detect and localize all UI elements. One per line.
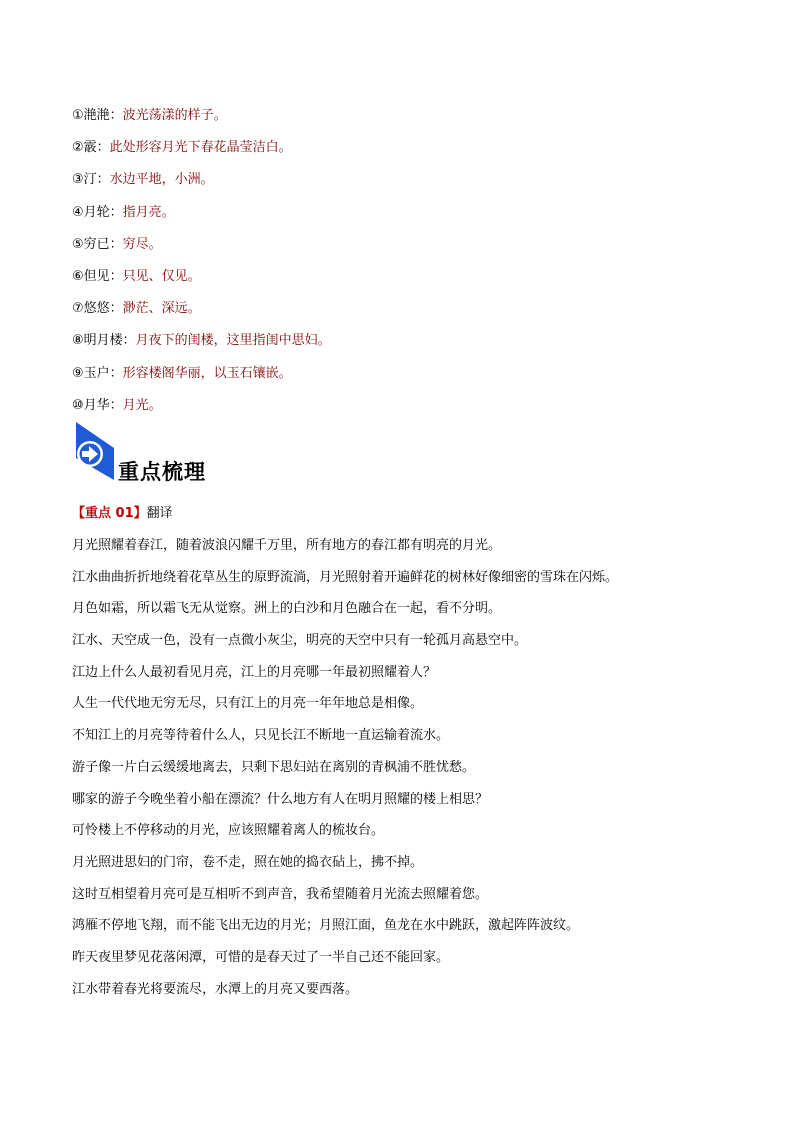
translation-line: 不知江上的月亮等待着什么人，只见长江不断地一直运输着流水。 bbox=[72, 728, 450, 744]
translation-line: 游子像一片白云缓缓地离去，只剩下思妇站在离别的青枫浦不胜忧愁。 bbox=[72, 759, 476, 775]
annotation-definition: 波光荡漾的样子。 bbox=[122, 108, 227, 123]
key-point-tag: 【重点 01】 bbox=[72, 506, 147, 521]
translation-line: 江水、天空成一色，没有一点微小灰尘，明亮的天空中只有一轮孤月高悬空中。 bbox=[72, 633, 528, 649]
annotation-term: ⑦悠悠： bbox=[72, 301, 123, 317]
translation-line: 哪家的游子今晚坐着小船在漂流？什么地方有人在明月照耀的楼上相思？ bbox=[72, 791, 489, 807]
annotation-definition: 形容楼阁华丽，以玉石镶嵌。 bbox=[122, 365, 292, 381]
annotation-item bbox=[72, 358, 732, 390]
annotation-item bbox=[72, 229, 732, 261]
key-point-heading bbox=[72, 502, 173, 526]
key-point-label: 翻译 bbox=[146, 506, 173, 521]
annotation-definition: 月夜下的闺楼，这里指闺中思妇。 bbox=[135, 333, 331, 349]
annotation-item bbox=[72, 164, 732, 196]
annotation-term: ①滟滟： bbox=[72, 108, 123, 123]
translation-line: 月光照耀着春江，随着波浪闪耀千万里，所有地方的春江都有明亮的月光。 bbox=[72, 538, 502, 553]
annotation-term: ②霰： bbox=[72, 140, 110, 156]
annotation-term: ⑥但见： bbox=[72, 268, 123, 284]
section-title: 重点梳理 bbox=[118, 460, 206, 484]
annotation-item bbox=[72, 293, 732, 325]
annotation-item bbox=[72, 100, 732, 132]
section-heading bbox=[72, 420, 372, 484]
translation-line: 昨天夜里梦见花落闲潭，可惜的是春天过了一半自己还不能回家。 bbox=[72, 949, 450, 965]
annotation-definition: 指月亮。 bbox=[122, 204, 175, 220]
translation-line: 江水曲曲折折地绕着花草丛生的原野流淌，月光照射着开遍鲜花的树林好像细密的雪珠在闪烁。 bbox=[72, 569, 619, 585]
annotation-term: ③汀： bbox=[72, 172, 110, 188]
translation-line: 人生一代代地无穷无尽，只有江上的月亮一年年地总是相像。 bbox=[72, 696, 424, 712]
translation-line: 这时互相望着月亮可是互相听不到声音，我希望随着月光流去照耀着您。 bbox=[72, 886, 489, 902]
annotation-definition: 水边平地，小洲。 bbox=[109, 172, 214, 188]
annotation-definition: 此处形容月光下春花晶莹洁白。 bbox=[109, 140, 292, 156]
translation-line: 可怜楼上不停移动的月光，应该照耀着离人的梳妆台。 bbox=[72, 823, 385, 839]
annotation-definition: 只见、仅见。 bbox=[122, 268, 201, 284]
annotation-item bbox=[72, 390, 732, 422]
annotation-definition: 穷尽。 bbox=[122, 236, 162, 252]
annotation-item bbox=[72, 261, 732, 293]
annotation-term: ④月轮： bbox=[72, 204, 123, 220]
translation-line: 月色如霜，所以霜飞无从觉察。洲上的白沙和月色融合在一起，看不分明。 bbox=[72, 601, 502, 617]
annotation-definition: 月光。 bbox=[122, 397, 162, 413]
annotation-term: ⑤穷已： bbox=[72, 236, 123, 252]
translation-paragraphs bbox=[72, 530, 732, 1005]
arrow-right-icon bbox=[72, 420, 118, 482]
translation-line: 月光照进思妇的门帘，卷不走，照在她的捣衣砧上，拂不掉。 bbox=[72, 854, 424, 870]
annotation-list bbox=[72, 100, 732, 422]
annotation-term: ⑩月华： bbox=[72, 397, 123, 413]
translation-line: 江边上什么人最初看见月亮，江上的月亮哪一年最初照耀着人？ bbox=[72, 664, 437, 680]
annotation-item bbox=[72, 132, 732, 164]
annotation-term: ⑨玉户： bbox=[72, 365, 123, 381]
annotation-definition: 渺茫、深远。 bbox=[122, 301, 201, 317]
translation-line: 江水带着春光将要流尽，水潭上的月亮又要西落。 bbox=[72, 981, 359, 997]
annotation-item bbox=[72, 325, 732, 357]
translation-line: 鸿雁不停地飞翔，而不能飞出无边的月光；月照江面，鱼龙在水中跳跃，激起阵阵波纹。 bbox=[72, 918, 580, 934]
annotation-term: ⑧明月楼： bbox=[72, 333, 136, 349]
annotation-item bbox=[72, 197, 732, 229]
